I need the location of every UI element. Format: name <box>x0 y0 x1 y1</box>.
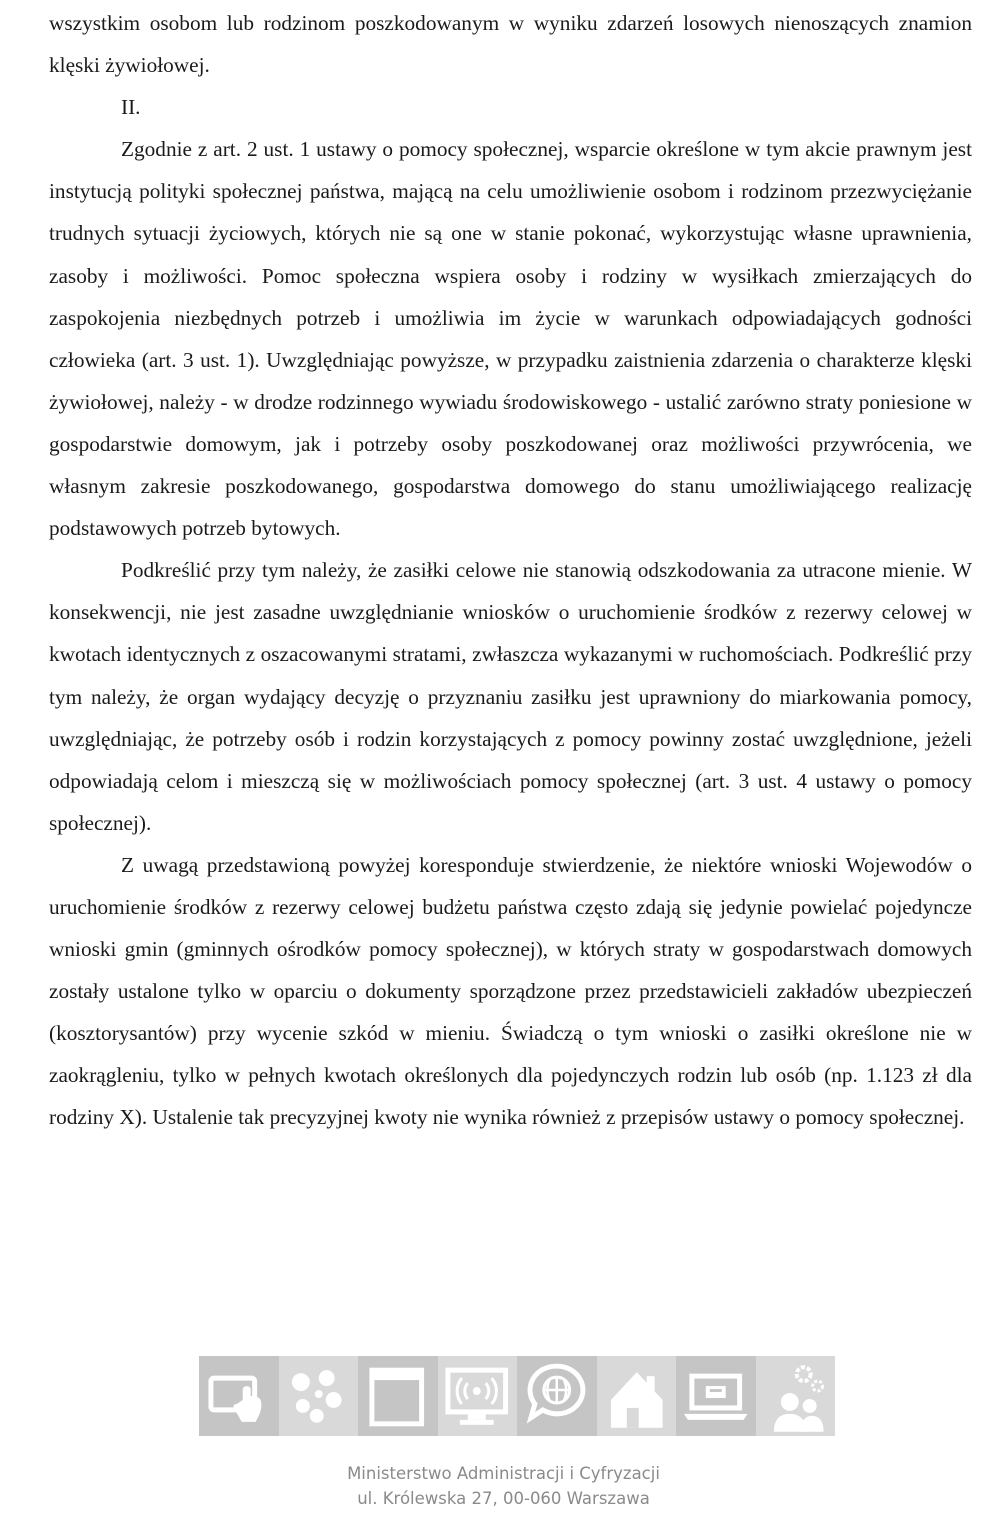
ministry-address: ul. Królewska 27, 00-060 Warszawa <box>357 1489 650 1508</box>
network-dots-icon <box>279 1356 359 1436</box>
document-body <box>49 2 972 1139</box>
laptop-inbox-icon <box>676 1356 756 1436</box>
tablet-touch-icon <box>199 1356 279 1436</box>
paragraph: Zgodnie z art. 2 ust. 1 ustawy o pomocy społecznej, wsparcie określone w tym akcie prawnym jest instytucją polityki społecznej państwa, mającą na celu umożliwienie osobom i rodzinom przezwyciężanie trudnych sytuacji życiowych, których nie są one w stanie pokonać, wykorzystując własne uprawnienia, zasoby i możliwości. Pomoc społeczna wspiera osoby i rodziny w wysiłkach zmierzających do zaspokojenia niezbędnych potrzeb i umożliwia im życie w warunkach odpowiadających godności człowieka (art. 3 ust. 1). Uwzględniając powyższe, w przypadku zaistnienia zdarzenia o charakterze klęski żywiołowej, należy - w drodze rodzinnego wywiadu środowiskowego - ustalić zarówno straty poniesione w gospodarstwie domowym, jak i potrzeby osoby poszkodowanej oraz możliwości przywrócenia, we własnym zakresie poszkodowanego, gospodarstwa domowego do stanu umożliwiającego realizację podstawowych potrzeb bytowych. <box>49 137 972 541</box>
users-gears-icon <box>756 1356 836 1436</box>
wireless-monitor-icon <box>438 1356 518 1436</box>
ministry-footer <box>0 1461 1007 1511</box>
section-number: II. <box>121 95 141 120</box>
browser-window-icon <box>358 1356 438 1436</box>
globe-chat-icon <box>517 1356 597 1436</box>
ministry-name: Ministerstwo Administracji i Cyfryzacji <box>347 1464 660 1483</box>
house-icon <box>597 1356 677 1436</box>
paragraph-continuation: wszystkim osobom lub rodzinom poszkodowanym w wyniku zdarzeń losowych nienoszących znamion klęski żywiołowej. <box>49 11 972 78</box>
paragraph: Z uwagą przedstawioną powyżej koresponduje stwierdzenie, że niektóre wnioski Wojewodów o uruchomienie środków z rezerwy celowej budżetu państwa często zdają się jedynie powielać pojedyncze wnioski gmin (gminnych ośrodków pomocy społecznej), w których straty w gospodarstwach domowych zostały ustalone tylko w oparciu o dokumenty sporządzone przez przedstawicieli zakładów ubezpieczeń (kosztorysantów) przy wycenie szkód w mieniu. Świadczą o tym wnioski o zasiłki określone nie w zaokrągleniu, tylko w pełnych kwotach określonych dla pojedynczych rodzin lub osób (np. 1.123 zł dla rodziny X). Ustalenie tak precyzyjnej kwoty nie wynika również z przepisów ustawy o pomocy społecznej. <box>49 852 972 1130</box>
ministry-icon-bar <box>199 1356 835 1436</box>
paragraph: Podkreślić przy tym należy, że zasiłki celowe nie stanowią odszkodowania za utracone mienie. W konsekwencji, nie jest zasadne uwzględnianie wniosków o uruchomienie środków z rezerwy celowej w kwotach identycznych z oszacowanymi stratami, zwłaszcza wykazanymi w ruchomościach. Podkreślić przy tym należy, że organ wydający decyzję o przyznaniu zasiłku jest uprawniony do miarkowania pomocy, uwzględniając, że potrzeby osób i rodzin korzystających z pomocy powinny zostać uwzględnione, jeżeli odpowiadają celom i mieszczą się w możliwościach pomocy społecznej (art. 3 ust. 4 ustawy o pomocy społecznej). <box>49 558 972 835</box>
